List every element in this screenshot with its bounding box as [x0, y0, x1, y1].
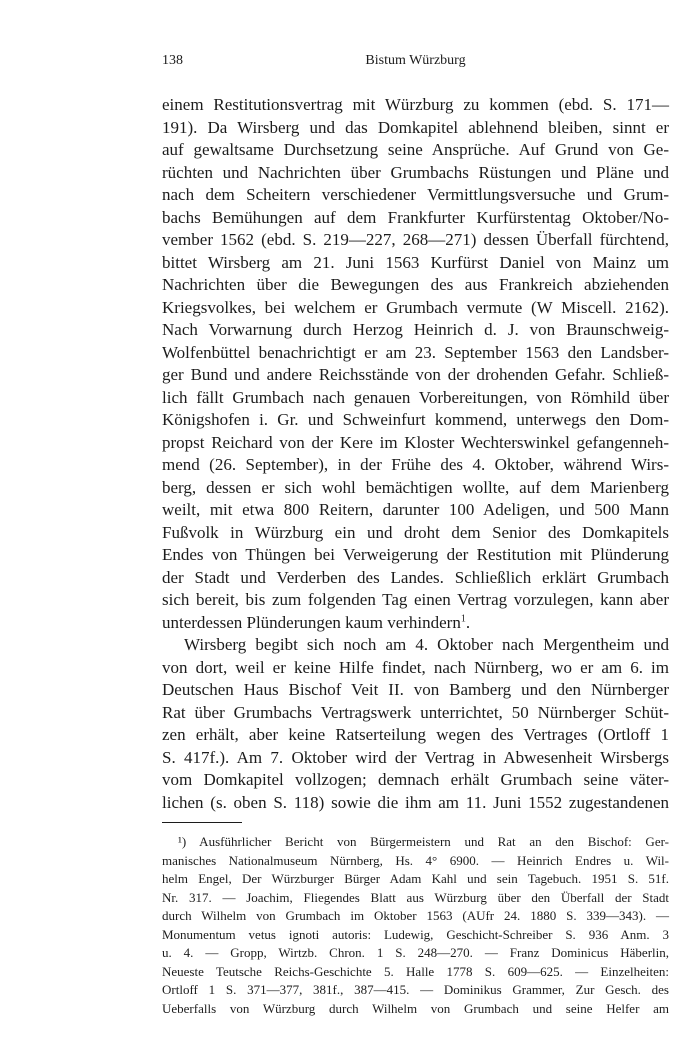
text-line: propst Reichard von der Kere im Kloster Wechterswinkel gefangenneh-	[162, 432, 669, 452]
sentence-end: .	[465, 612, 471, 632]
text-line: zen erhält, aber keine Ratserteilung wegen des Vertrages (Ortloff 1	[162, 725, 669, 744]
book-page	[162, 52, 669, 1018]
text-line: der Stadt und Verderben des Landes. Schließlich erklärt Grumbach	[162, 567, 669, 587]
text-line: Wirsberg begibt sich noch am 4. Oktober nach Mergentheim und	[184, 635, 669, 654]
paragraph-2	[162, 634, 669, 814]
text-line: einem Restitutionsvertrag mit Würzburg zu kommen (ebd. S. 171—	[162, 95, 669, 114]
text-line: sich bereit, bis zum folgenden Tag einen Vertrag vorzulegen, kann aber	[162, 590, 669, 609]
text-line: berg, dessen er sich wohl bemächtigen wollte, auf dem Marienberg	[162, 477, 669, 497]
text-line: S. 417f.). Am 7. Oktober wird der Vertrag in Abwesenheit Wirsbergs	[162, 747, 669, 767]
text-line: von dort, weil er keine Hilfe findet, nach Nürnberg, wo er am 6. im	[162, 657, 669, 677]
text-line: weilt, mit etwa 800 Reitern, darunter 100 Adeligen, und 500 Mann	[162, 500, 669, 519]
text-line: Deutschen Haus Bischof Veit II. von Bamberg und den Nürnberger	[162, 680, 669, 699]
body-text	[162, 94, 669, 814]
text-line: vember 1562 (ebd. S. 219—227, 268—271) dessen Überfall fürchtend,	[162, 230, 669, 249]
text-line: Kriegsvolkes, bei welchem er Grumbach vermute (W Miscell. 2162).	[162, 297, 669, 317]
text-line: Nachrichten über die Bewegungen des aus Frankreich abziehenden	[162, 275, 669, 294]
running-head	[162, 52, 669, 74]
footnote-line: manisches Nationalmuseum Nürnberg, Hs. 4° 6900. — Heinrich Endres u. Wil-	[162, 852, 669, 868]
footnote-line: u. 4. — Gropp, Wirtzb. Chron. 1 S. 248—270. — Franz Dominicus Häberlin,	[162, 945, 669, 960]
text-line: lichen (s. oben S. 118) sowie die ihm am 11. Juni 1552 zugestandenen	[162, 792, 669, 812]
text-line: Rat über Grumbachs Vertragswerk unterrichtet, 50 Nürnberger Schüt-	[162, 702, 669, 722]
text-line: Nach Vorwarnung durch Herzog Heinrich d. J. von Braunschweig-	[162, 320, 669, 339]
footnotes	[162, 833, 669, 1018]
text-line: bachs Bemühungen auf dem Frankfurter Kurfürstentag Oktober/No-	[162, 207, 669, 227]
text-line: ger Bund und andere Reichsstände von der drohenden Gefahr. Schließ-	[162, 365, 669, 384]
footnote-line: Monumentum vetus ignoti autoris: Ludewig, Geschicht-Schreiber S. 936 Anm. 3	[162, 926, 669, 942]
footnote-line: Ortloff 1 S. 371—377, 381f., 387—415. — Dominikus Grammer, Zur Gesch. des	[162, 982, 669, 997]
footnote-line: helm Engel, Der Würzburger Bürger Adam Kahl und sein Tagebuch. 1951 S. 51f.	[162, 871, 669, 886]
text-line-last	[162, 612, 669, 635]
footnote-line: durch Wilhelm von Grumbach im Oktober 1563 (AUfr 24. 1880 S. 339—343). —	[162, 908, 669, 923]
footnote-marker[interactable]: 1	[460, 612, 466, 624]
footnote-line: ¹) Ausführlicher Bericht von Bürgermeistern und Rat an den Bischof: Ger-	[178, 834, 669, 849]
footnote-rule	[162, 822, 242, 823]
text-line: Königshofen i. Gr. und Schweinfurt kommend, unterwegs den Dom-	[162, 410, 669, 429]
text-line: auf gewaltsame Durchsetzung seine Ansprüche. Auf Grund von Ge-	[162, 140, 669, 159]
text-line: nach dem Scheitern verschiedener Vermittlungsversuche und Grum-	[162, 185, 669, 204]
text-line: bittet Wirsberg am 21. Juni 1563 Kurfürst Daniel von Mainz um	[162, 252, 669, 272]
text-line: Endes von Thüngen bei Verweigerung der Restitution mit Plünderung	[162, 545, 669, 564]
page-number: 138	[162, 53, 183, 68]
text-line: vom Domkapitel vollzogen; demnach erhält Grumbach seine väter-	[162, 770, 669, 789]
paragraph-1	[162, 94, 669, 634]
text-line: 191). Da Wirsberg und das Domkapitel ablehnend bleiben, sinnt er	[162, 117, 669, 137]
footnote-line: Nr. 317. — Joachim, Fliegendes Blatt aus Würzburg über den Überfall der Stadt	[162, 889, 669, 905]
footnote-line: Ueberfalls von Würzburg durch Wilhelm von Grumbach und seine Helfer am	[162, 1000, 669, 1016]
running-title: Bistum Würzburg	[365, 53, 466, 68]
text-fragment: unterdessen Plünderungen kaum verhindern	[162, 612, 461, 632]
text-line: lich fällt Grumbach nach genauen Vorbereitungen, von Römhild über	[162, 387, 669, 407]
text-line: mend (26. September), in der Frühe des 4. Oktober, während Wirs-	[162, 455, 669, 474]
text-line: Fußvolk in Würzburg ein und droht dem Senior des Domkapitels	[162, 522, 669, 542]
text-line: Wolfenbüttel benachrichtigt er am 23. September 1563 den Landsber-	[162, 342, 669, 362]
footnote-line: Neueste Teutsche Reichs-Geschichte 5. Halle 1778 S. 609—625. — Einzelheiten:	[162, 963, 669, 979]
text-line: rüchten und Nachrichten über Grumbachs Rüstungen und Pläne und	[162, 162, 669, 182]
